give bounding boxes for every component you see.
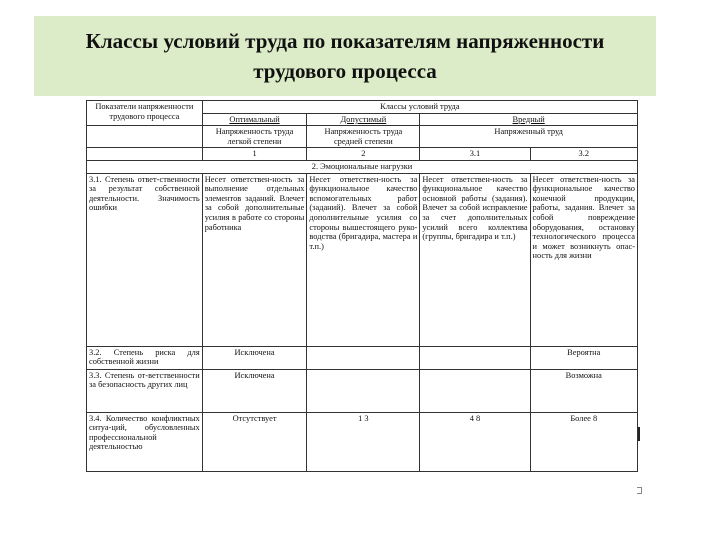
- table-row: [87, 346, 638, 369]
- section-row: [87, 160, 638, 173]
- row-cell-allowed: 1 3: [307, 412, 420, 471]
- row-cell-optimal: Исключена: [202, 369, 307, 412]
- header-allowed-sub: Напряженность труда средней степени: [307, 126, 420, 148]
- row-cell-optimal: Исключена: [202, 346, 307, 369]
- row-cell-harmful-3-1: Несет ответствен-ность за функциональное качество основной работы (задания). Влечет за собой исправление за счет дополнительных усилий всего коллектива (группы, бригадира и т.п.): [420, 173, 530, 346]
- header-row-numbers: [87, 148, 638, 161]
- scan-artifact-line: [638, 427, 640, 441]
- table-row: [87, 369, 638, 412]
- header-allowed: Допустимый: [307, 113, 420, 126]
- row-cell-harmful-3-2: Вероятна: [530, 346, 637, 369]
- row-cell-harmful-3-2: Возможна: [530, 369, 637, 412]
- row-cell-allowed: [307, 346, 420, 369]
- header-empty: [87, 126, 203, 148]
- header-indicator: Показатели напряженности трудового процесса: [87, 101, 203, 126]
- header-row-top: [87, 101, 638, 114]
- row-cell-optimal: Отсутствует: [202, 412, 307, 471]
- table-row: [87, 412, 638, 471]
- title-banner: [34, 16, 656, 96]
- row-indicator: 3.4. Количество конфликтных ситуа-ций, обусловленных профессиональной деятельностью: [87, 412, 203, 471]
- row-indicator: 3.2. Степень риска для собственной жизни: [87, 346, 203, 369]
- row-indicator: 3.1. Степень ответ-ственности за результат собственной деятельности. Значимость ошибки: [87, 173, 203, 346]
- header-optimal: Оптимальный: [202, 113, 307, 126]
- row-cell-harmful-3-2: Более 8: [530, 412, 637, 471]
- working-conditions-table: [86, 100, 638, 472]
- num-3-1: 3.1: [420, 148, 530, 161]
- row-cell-harmful-3-2: Несет ответствен-ность за функциональное качество конечной продукции, работы, задания. Влечет за собой повреждение оборудования, остановку технологического процесса и может возникнуть опас-ность для жизни: [530, 173, 637, 346]
- num-3-2: 3.2: [530, 148, 637, 161]
- num-2: 2: [307, 148, 420, 161]
- row-cell-allowed: Несет ответствен-ность за функциональное качество вспомогательных работ (заданий). Влечет за собой дополнительные усилия со стороны вышестоящего руко-водства (бригадира, мастера и т.п.): [307, 173, 420, 346]
- header-harmful-sub: Напряженный труд: [420, 126, 638, 148]
- table-row: [87, 173, 638, 346]
- num-1: 1: [202, 148, 307, 161]
- document-scan: [86, 100, 638, 484]
- row-cell-harmful-3-1: [420, 369, 530, 412]
- header-row-sub: [87, 126, 638, 148]
- header-harmful: Вредный: [420, 113, 638, 126]
- scan-artifact-bracket: [637, 487, 642, 494]
- row-cell-allowed: [307, 369, 420, 412]
- row-cell-optimal: Несет ответствен-ность за выполнение отдельных элементов заданий. Влечет за собой дополнительные усилия в работе со стороны работника: [202, 173, 307, 346]
- row-cell-harmful-3-1: 4 8: [420, 412, 530, 471]
- header-classes: Классы условий труда: [202, 101, 637, 114]
- row-cell-harmful-3-1: [420, 346, 530, 369]
- slide-title: Классы условий труда по показателям напряженности трудового процесса: [85, 29, 605, 83]
- num-empty: [87, 148, 203, 161]
- header-optimal-sub: Напряженность труда легкой степени: [202, 126, 307, 148]
- section-title: 2. Эмоциональные нагрузки: [87, 160, 638, 173]
- row-indicator: 3.3. Степень от-ветственности за безопасность других лиц: [87, 369, 203, 412]
